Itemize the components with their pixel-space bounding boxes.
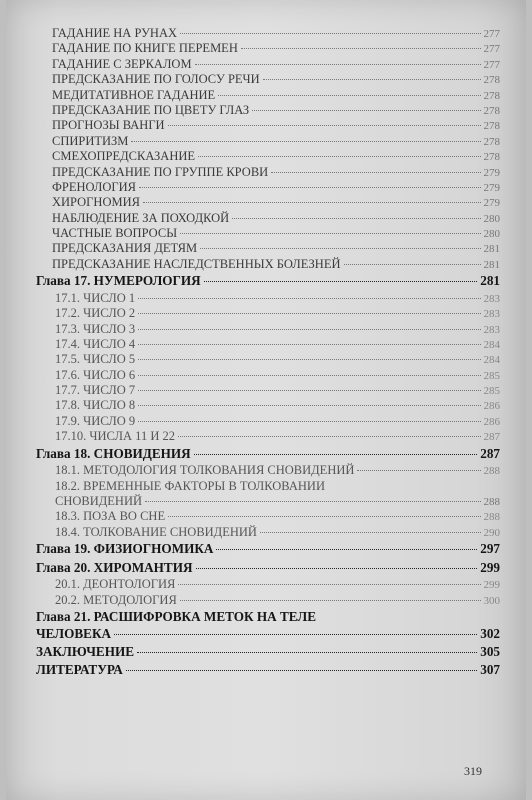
- toc-entry: [36, 322, 500, 337]
- toc-entry: [36, 494, 500, 509]
- dot-leader: [138, 344, 480, 345]
- entry-title: 17.10. ЧИСЛА 11 И 22: [55, 429, 175, 444]
- entry-title: ГАДАНИЕ С ЗЕРКАЛОМ: [52, 56, 192, 71]
- toc-chapter-entry: [36, 559, 500, 578]
- entry-title: 17.6. ЧИСЛО 6: [55, 367, 136, 382]
- toc-entry: [36, 103, 500, 118]
- entry-title: 17.7. ЧИСЛО 7: [55, 383, 136, 398]
- entry-title: ПРЕДСКАЗАНИЕ ПО ГРУППЕ КРОВИ: [52, 164, 269, 179]
- entry-page-number: 278: [483, 120, 500, 133]
- toc-chapter-entry: [36, 608, 500, 625]
- dot-leader: [271, 172, 480, 173]
- entry-page-number: 277: [483, 28, 500, 40]
- dot-leader: [357, 470, 480, 471]
- toc-entry: [36, 149, 500, 164]
- entry-page-number: 307: [480, 662, 500, 678]
- entry-page-number: 278: [483, 135, 500, 148]
- entry-title: Глава 19. ФИЗИОГНОМИКА: [36, 541, 214, 557]
- entry-page-number: 287: [483, 431, 500, 444]
- dot-leader: [232, 218, 480, 219]
- entry-title: НАБЛЮДЕНИЕ ЗА ПОХОДКОЙ: [52, 210, 230, 225]
- dot-leader: [180, 33, 480, 34]
- toc-entry: [36, 509, 500, 524]
- entry-title: ПРЕДСКАЗАНИЕ ПО ЦВЕТУ ГЛАЗ: [52, 102, 250, 117]
- dot-leader: [145, 501, 481, 502]
- toc-chapter-entry: [36, 625, 500, 643]
- dot-leader: [180, 600, 481, 601]
- entry-page-number: 281: [480, 273, 500, 289]
- entry-page-number: 281: [483, 243, 500, 256]
- toc-entry: [36, 226, 500, 241]
- toc-entry: [36, 383, 500, 398]
- toc-entry: [36, 257, 500, 272]
- dot-leader: [178, 584, 480, 585]
- entry-title: ПРЕДСКАЗАНИЕ НАСЛЕДСТВЕННЫХ БОЛЕЗНЕЙ: [52, 256, 341, 271]
- toc-entry: [36, 211, 500, 226]
- entry-page-number: 277: [483, 43, 500, 56]
- dot-leader: [178, 436, 481, 437]
- dot-leader: [138, 359, 480, 360]
- toc-entry: [36, 72, 500, 87]
- entry-title: ПРОГНОЗЫ ВАНГИ: [52, 118, 165, 133]
- entry-title: ГАДАНИЕ ПО КНИГЕ ПЕРЕМЕН: [52, 41, 238, 56]
- entry-title: 17.2. ЧИСЛО 2: [55, 306, 136, 321]
- toc-entry: [36, 479, 500, 494]
- entry-page-number: 283: [483, 308, 500, 321]
- entry-title: ЛИТЕРАТУРА: [36, 662, 123, 678]
- dot-leader: [241, 48, 481, 49]
- toc-chapter-entry: [36, 445, 500, 464]
- dot-leader: [252, 110, 480, 111]
- entry-page-number: 283: [483, 292, 500, 305]
- toc-entry: [36, 180, 500, 195]
- toc-entry: [36, 291, 500, 306]
- entry-title: СПИРИТИЗМ: [52, 133, 129, 148]
- entry-page-number: 279: [483, 181, 500, 194]
- book-page: [6, 0, 526, 800]
- dot-leader: [216, 549, 477, 550]
- dot-leader: [138, 375, 480, 376]
- entry-page-number: 297: [480, 541, 500, 557]
- dot-leader: [138, 298, 480, 299]
- entry-page-number: 285: [483, 385, 500, 398]
- toc-entry: [36, 414, 500, 429]
- entry-page-number: 305: [480, 643, 500, 659]
- entry-title: 17.5. ЧИСЛО 5: [55, 352, 136, 367]
- entry-title: 18.2. ВРЕМЕННЫЕ ФАКТОРЫ В ТОЛКОВАНИИ: [55, 478, 325, 493]
- toc-chapter-entry: [36, 661, 500, 680]
- entry-title: СМЕХОПРЕДСКАЗАНИЕ: [52, 149, 196, 164]
- dot-leader: [138, 390, 480, 391]
- page-number: 319: [464, 764, 482, 778]
- entry-page-number: 300: [483, 594, 500, 607]
- entry-page-number: 278: [483, 104, 500, 117]
- dot-leader: [195, 64, 481, 65]
- toc-entry: [36, 41, 500, 56]
- entry-title: 18.3. ПОЗА ВО СНЕ: [55, 509, 166, 524]
- entry-title: МЕДИТАТИВНОЕ ГАДАНИЕ: [52, 87, 216, 102]
- toc-entry: [36, 525, 500, 540]
- entry-page-number: 299: [483, 579, 500, 592]
- dot-leader: [204, 281, 478, 282]
- dot-leader: [194, 454, 478, 455]
- entry-page-number: 288: [483, 495, 500, 508]
- entry-title: ПРЕДСКАЗАНИЯ ДЕТЯМ: [52, 241, 198, 256]
- entry-page-number: 284: [483, 354, 500, 367]
- entry-title: СНОВИДЕНИЙ: [55, 493, 142, 508]
- entry-title: ХИРОГНОМИЯ: [52, 195, 140, 210]
- entry-page-number: 277: [483, 58, 500, 71]
- table-of-contents: [36, 26, 500, 680]
- entry-title: ЧАСТНЫЕ ВОПРОСЫ: [52, 226, 178, 241]
- entry-page-number: 299: [480, 559, 500, 575]
- toc-entry: [36, 195, 500, 210]
- entry-title: 17.8. ЧИСЛО 8: [55, 398, 136, 413]
- toc-entry: [36, 241, 500, 256]
- entry-page-number: 283: [483, 323, 500, 336]
- entry-page-number: 279: [483, 197, 500, 210]
- toc-entry: [36, 368, 500, 383]
- entry-page-number: 287: [480, 445, 500, 461]
- entry-title: 17.1. ЧИСЛО 1: [55, 290, 136, 305]
- toc-entry: [36, 165, 500, 180]
- entry-page-number: 290: [483, 526, 500, 539]
- toc-entry: [36, 306, 500, 321]
- dot-leader: [138, 329, 480, 330]
- entry-title: 20.2. МЕТОДОЛОГИЯ: [55, 592, 177, 607]
- entry-title: 17.4. ЧИСЛО 4: [55, 336, 136, 351]
- toc-entry: [36, 593, 500, 608]
- entry-title: 18.4. ТОЛКОВАНИЕ СНОВИДЕНИЙ: [55, 524, 257, 539]
- dot-leader: [138, 313, 480, 314]
- entry-page-number: 284: [483, 338, 500, 351]
- dot-leader: [344, 264, 481, 265]
- entry-page-number: 279: [483, 166, 500, 179]
- dot-leader: [139, 187, 481, 188]
- dot-leader: [260, 532, 481, 533]
- toc-chapter-entry: [36, 540, 500, 559]
- toc-entry: [36, 118, 500, 133]
- toc-entry: [36, 352, 500, 367]
- entry-page-number: 278: [483, 89, 500, 102]
- entry-page-number: 302: [480, 625, 500, 641]
- dot-leader: [137, 652, 477, 653]
- entry-title: 17.3. ЧИСЛО 3: [55, 321, 136, 336]
- entry-title: ПРЕДСКАЗАНИЕ ПО ГОЛОСУ РЕЧИ: [52, 72, 260, 87]
- entry-page-number: 281: [483, 258, 500, 271]
- dot-leader: [168, 516, 480, 517]
- toc-entry: [36, 577, 500, 592]
- dot-leader: [126, 670, 477, 671]
- dot-leader: [138, 405, 480, 406]
- entry-title: 18.1. МЕТОДОЛОГИЯ ТОЛКОВАНИЯ СНОВИДЕНИЙ: [55, 463, 355, 478]
- dot-leader: [263, 79, 481, 80]
- entry-title: ЗАКЛЮЧЕНИЕ: [36, 643, 135, 659]
- entry-page-number: 280: [483, 212, 500, 225]
- dot-leader: [198, 156, 480, 157]
- toc-chapter-entry: [36, 643, 500, 662]
- entry-page-number: 286: [483, 415, 500, 428]
- entry-title: 20.1. ДЕОНТОЛОГИЯ: [55, 577, 176, 592]
- entry-title: ЧЕЛОВЕКА: [36, 625, 112, 641]
- entry-page-number: 278: [483, 151, 500, 164]
- toc-chapter-entry: [36, 272, 500, 291]
- dot-leader: [114, 634, 477, 635]
- entry-title: Глава 18. СНОВИДЕНИЯ: [36, 445, 191, 461]
- toc-entry: [36, 429, 500, 444]
- entry-page-number: 280: [483, 228, 500, 241]
- dot-leader: [143, 202, 481, 203]
- toc-entry: [36, 337, 500, 352]
- toc-entry: [36, 26, 500, 41]
- entry-page-number: 286: [483, 400, 500, 413]
- entry-title: Глава 21. РАСШИФРОВКА МЕТОК НА ТЕЛЕ: [36, 608, 317, 624]
- dot-leader: [131, 141, 480, 142]
- toc-entry: [36, 463, 500, 478]
- entry-title: 17.9. ЧИСЛО 9: [55, 413, 136, 428]
- dot-leader: [180, 233, 480, 234]
- entry-title: Глава 20. ХИРОМАНТИЯ: [36, 559, 193, 575]
- dot-leader: [218, 95, 480, 96]
- entry-page-number: 288: [483, 511, 500, 524]
- toc-entry: [36, 398, 500, 413]
- entry-title: Глава 17. НУМЕРОЛОГИЯ: [36, 273, 201, 289]
- toc-entry: [36, 134, 500, 149]
- toc-entry: [36, 88, 500, 103]
- dot-leader: [196, 568, 478, 569]
- entry-title: ГАДАНИЕ НА РУНАХ: [52, 26, 178, 40]
- dot-leader: [138, 421, 480, 422]
- toc-entry: [36, 57, 500, 72]
- entry-page-number: 278: [483, 74, 500, 87]
- dot-leader: [168, 125, 481, 126]
- entry-page-number: 288: [483, 465, 500, 478]
- dot-leader: [200, 248, 480, 249]
- entry-page-number: 285: [483, 369, 500, 382]
- entry-title: ФРЕНОЛОГИЯ: [52, 179, 136, 194]
